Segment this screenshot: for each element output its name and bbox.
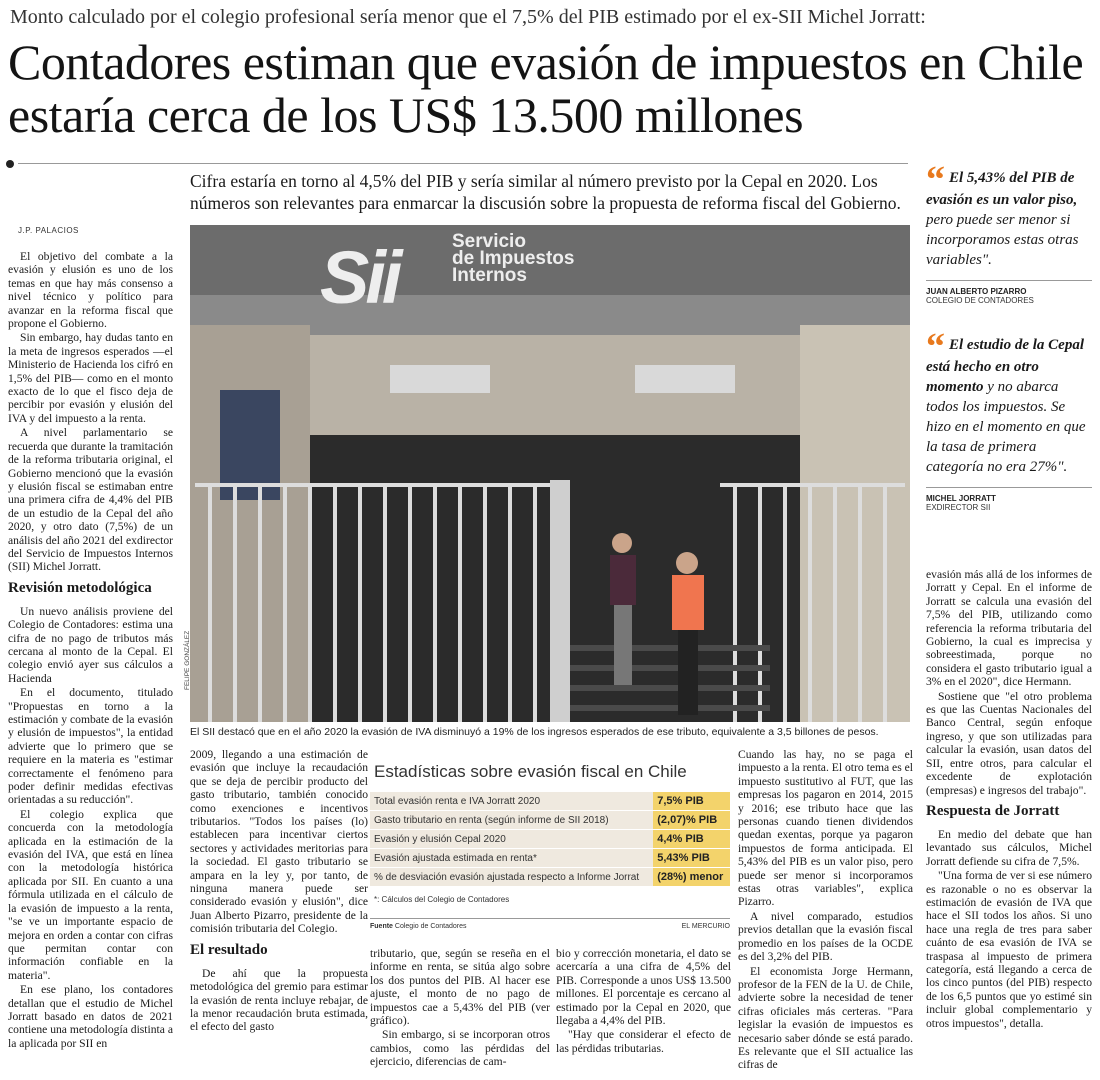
sii-sign-logo: Sii [320, 236, 399, 319]
row-label: Total evasión renta e IVA Jorratt 2020 [370, 792, 653, 811]
column-1 [8, 250, 173, 1051]
source-label: Fuente [370, 923, 393, 930]
top-rule [18, 163, 908, 164]
quote-text: pero puede ser menor si incorporamos estas otras variables". [926, 212, 1079, 268]
paragraph: Sin embargo, hay dudas tanto en la meta de ingresos esperados —el Ministerio de Hacienda los cifró en 1,5% del PIB— como en el monto exacto de lo que el fisco deja de percibir por evasión y elusión del IVA y del impuesto a la renta. [8, 331, 173, 425]
table-row [370, 830, 730, 849]
photo-illustration [190, 225, 910, 722]
paragraph: Cuando las hay, no se paga el impuesto a la renta. El otro tema es el impuesto sustitutivo al FUT, que las empresas los pagaron en 2014, 2015 y 2016; ese tributo hace que las personas cuando tienen dividendos quedan exentas, porque ya pagaron impuestos de forma anticipada. El 5,43% del PIB es un valor piso, pero puede ser menor si incorporamos estas otras variables", explica Pizarro. [738, 748, 913, 909]
sign-line: Servicio [452, 231, 526, 252]
sign-line: Internos [452, 265, 527, 286]
sign-line: de Impuestos [452, 248, 575, 269]
paragraph: tributario, que, según se reseña en el informe en renta, se sitúa algo sobre los dos puntos del PIB. Al hacer ese ajuste, el monto de no pago de impuestos cae a 5,43% del PIB (ver gráfico). [370, 947, 550, 1028]
outlet-name: EL MERCURIO [681, 923, 730, 930]
row-value: 7,5% PIB [653, 792, 730, 811]
table-row [370, 811, 730, 830]
row-label: Evasión ajustada estimada en renta* [370, 849, 653, 868]
row-label: % de desviación evasión ajustada respecto a Informe Jorrat [370, 868, 653, 887]
row-value: 5,43% PIB [653, 849, 730, 868]
headline: Contadores estiman que evasión de impuestos en Chile estaría cerca de los US$ 13.500 millones [8, 34, 1084, 143]
paragraph: 2009, llegando a una estimación de evasión que incluye la recaudación que se deja de percibir producto del gasto tributario, también conocido como exenciones e incentivos tributarios. "Todos los países (lo) establecen para incentivar ciertos sectores y actividades meritorias para la sociedad. El gasto tributario se ampara en la ley y, por tanto, de ninguna manera puede ser considerado evasión y elusión", dice Juan Alberto Pizarro, presidente de la comisión tributaria del Colegio. [190, 748, 368, 936]
row-value: 4,4% PIB [653, 830, 730, 849]
bullet-dot [6, 160, 14, 168]
row-label: Gasto tributario en renta (según informe de SII 2018) [370, 811, 653, 830]
photo-credit: FELIPE GONZÁLEZ [184, 630, 191, 690]
column-4-bottom [556, 947, 731, 1056]
quote-text: y no abarca todos los impuestos. Se hizo en el momento en que la tasa de primera categoría no era 27%". [926, 379, 1086, 475]
pull-quote-jorratt [926, 326, 1092, 477]
paragraph: Un nuevo análisis proviene del Colegio de Contadores: estima una cifra de no pago de tributos más cercana al monto de la Cepal. El colegio envió ayer sus cálculos a Hacienda [8, 604, 173, 685]
row-label: Evasión y elusión Cepal 2020 [370, 830, 653, 849]
section-heading: Respuesta de Jorratt [926, 802, 1060, 819]
table-row [370, 868, 730, 887]
stats-source [370, 918, 730, 930]
quote-author: JUAN ALBERTO PIZARRO [926, 287, 1027, 296]
stats-note: *: Cálculos del Colegio de Contadores [374, 895, 510, 904]
news-photo [190, 225, 910, 722]
quote-emphasis: El estudio de la Cepal está hecho en otro momento [926, 337, 1084, 395]
row-value: (28%) menor [653, 868, 730, 887]
quote-attribution [926, 280, 1092, 305]
kicker: Monto calculado por el colegio profesional sería menor que el 7,5% del PIB estimado por el ex-SII Michel Jorratt: [10, 6, 926, 28]
sii-sign-text [452, 233, 574, 284]
paragraph: Sostiene que "el otro problema es que las Cuentas Nacionales del Banco Central, según enfoque ingreso, y que son utilizadas para calcular la evasión, usan datos del SII, entre otros, para calcular el excedente de explotación (empresas) e ingresos del trabajo". [926, 689, 1092, 797]
quote-sidebar [926, 159, 1092, 512]
paragraph: El economista Jorge Hermann, profesor de la FEN de la U. de Chile, advierte sobre la necesidad de tener cifras oficiales más certeras. "Para legislar la evasión de impuestos es necesario saber dónde se está parado. Es relevante que el SII actualice las cifras de [738, 964, 913, 1072]
quote-author: MICHEL JORRATT [926, 494, 996, 503]
paragraph: El colegio explica que concuerda con la metodología aplicada en la estimación de la evasión del IVA, que está en línea con la metodología histórica aplicada por SII. En cuanto a una fórmula utilizada en el cálculo de la evasión de impuesto a la renta, "se ve un importante espacio de mejora en orden a contar con cifras que permitan contar con información confiable en la materia". [8, 807, 173, 982]
paragraph: De ahí que la propuesta metodológica del gremio para estimar la evasión de renta incluye rebajar, de la menor recaudación bruta estimada, el efecto del gasto [190, 966, 368, 1034]
paragraph: En el documento, titulado "Propuestas en torno a la estimación y combate de la evasión y elusión de impuestos", la entidad advierte que lo primero que se requiere en la materia es "estimar correctamente el fenómeno para poder definir medidas efectivas orientadas a su reducción". [8, 686, 173, 807]
paragraph: "Hay que considerar el efecto de las pérdidas tributarias. [556, 1028, 731, 1055]
column-4 [738, 748, 913, 1073]
quote-author-role: COLEGIO DE CONTADORES [926, 296, 1034, 305]
column-3 [370, 947, 550, 1070]
column-5 [926, 568, 1092, 1031]
lead-paragraph: Cifra estaría en torno al 4,5% del PIB y sería similar al número previsto por la Cepal en 2020. Los números son relevantes para enmarcar la discusión sobre la propuesta de reforma fiscal del Gobierno. [190, 171, 901, 213]
row-value: (2,07)% PIB [653, 811, 730, 830]
quote-author-role: EXDIRECTOR SII [926, 503, 991, 512]
paragraph: El objetivo del combate a la evasión y elusión es uno de los temas en que hay más consenso a nivel técnico y político para avanzar en la reforma fiscal que propone el Gobierno. [8, 250, 173, 331]
paragraph: En medio del debate que han levantado sus cálculos, Michel Jorratt defiende su cifra de 7,5%. [926, 827, 1092, 868]
table-row [370, 849, 730, 868]
stats-table [370, 792, 730, 887]
paragraph: "Una forma de ver si ese número es razonable o no es observar la estimación de evasión de IVA que hace el SII todos los años. Si uno hace una regla de tres para saber cuánto de esa evasión de IVA se traspasa al impuesto de primera categoría, está llegando a cerca de los cinco puntos (del PIB) respecto de los 6,5 puntos que yo estimé sin incluir global complementario y otros impuestos", detalla. [926, 869, 1092, 1030]
byline: J.P. PALACIOS [18, 226, 79, 235]
paragraph: evasión más allá de los informes de Jorratt y Cepal. En el informe de Jorratt se calcula una evasión del 7,5% del PIB, utilizando como referencia la reforma tributaria del Gobierno, la cual es imprecisa y sobreestimada, porque no considera el gasto tributario igual a 3% en el 2020", dice Hermann. [926, 568, 1092, 689]
table-row [370, 792, 730, 811]
quote-mark-icon: “ [926, 159, 945, 201]
paragraph: A nivel comparado, estudios previos detallan que la evasión fiscal promedio en los países de la OCDE es del 3,2% del PIB. [738, 909, 913, 964]
quote-mark-icon: “ [926, 326, 945, 368]
source-name: Colegio de Contadores [394, 923, 467, 930]
pull-quote-pizarro [926, 159, 1092, 270]
paragraph: En ese plano, los contadores detallan que el estudio de Michel Jorratt basado en datos de 2021 contiene una metodología distinta a la aplicada por SII en [8, 983, 173, 1050]
stats-box [370, 756, 730, 930]
section-heading: El resultado [190, 941, 268, 958]
column-2 [190, 748, 368, 1035]
section-heading: Revisión metodológica [8, 579, 152, 596]
paragraph: A nivel parlamentario se recuerda que durante la tramitación de la reforma tributaria original, el Gobierno mencionó que la evasión y elusión fiscal se estimaban entre una primera cifra de 4,4% del PIB de un estudio de la Cepal del año 2020, y otro dato (7,5%) de un análisis del año 2021 del exdirector del Servicio de Impuestos Internos (SII) Michel Jorratt. [8, 426, 173, 574]
paragraph: Sin embargo, si se incorporan otros cambios, como las pérdidas del ejercicio, diferencias de cam- [370, 1028, 550, 1069]
quote-attribution [926, 487, 1092, 512]
quote-emphasis: El 5,43% del PIB de evasión es un valor piso, [926, 170, 1078, 208]
stats-title: Estadísticas sobre evasión fiscal en Chile [374, 762, 687, 781]
photo-caption: El SII destacó que en el año 2020 la evasión de IVA disminuyó a 19% de los ingresos esperados de ese tributo, equivalente a 3,5 billones de pesos. [190, 726, 879, 738]
paragraph: bio y corrección monetaria, el dato se acercaría a una cifra de 4,5% del PIB. Corresponde a unos US$ 13.500 millones. El porcentaje es cercano al estimado por la Cepal en 2020, que llegaba a 4,4% del PIB. [556, 947, 731, 1028]
